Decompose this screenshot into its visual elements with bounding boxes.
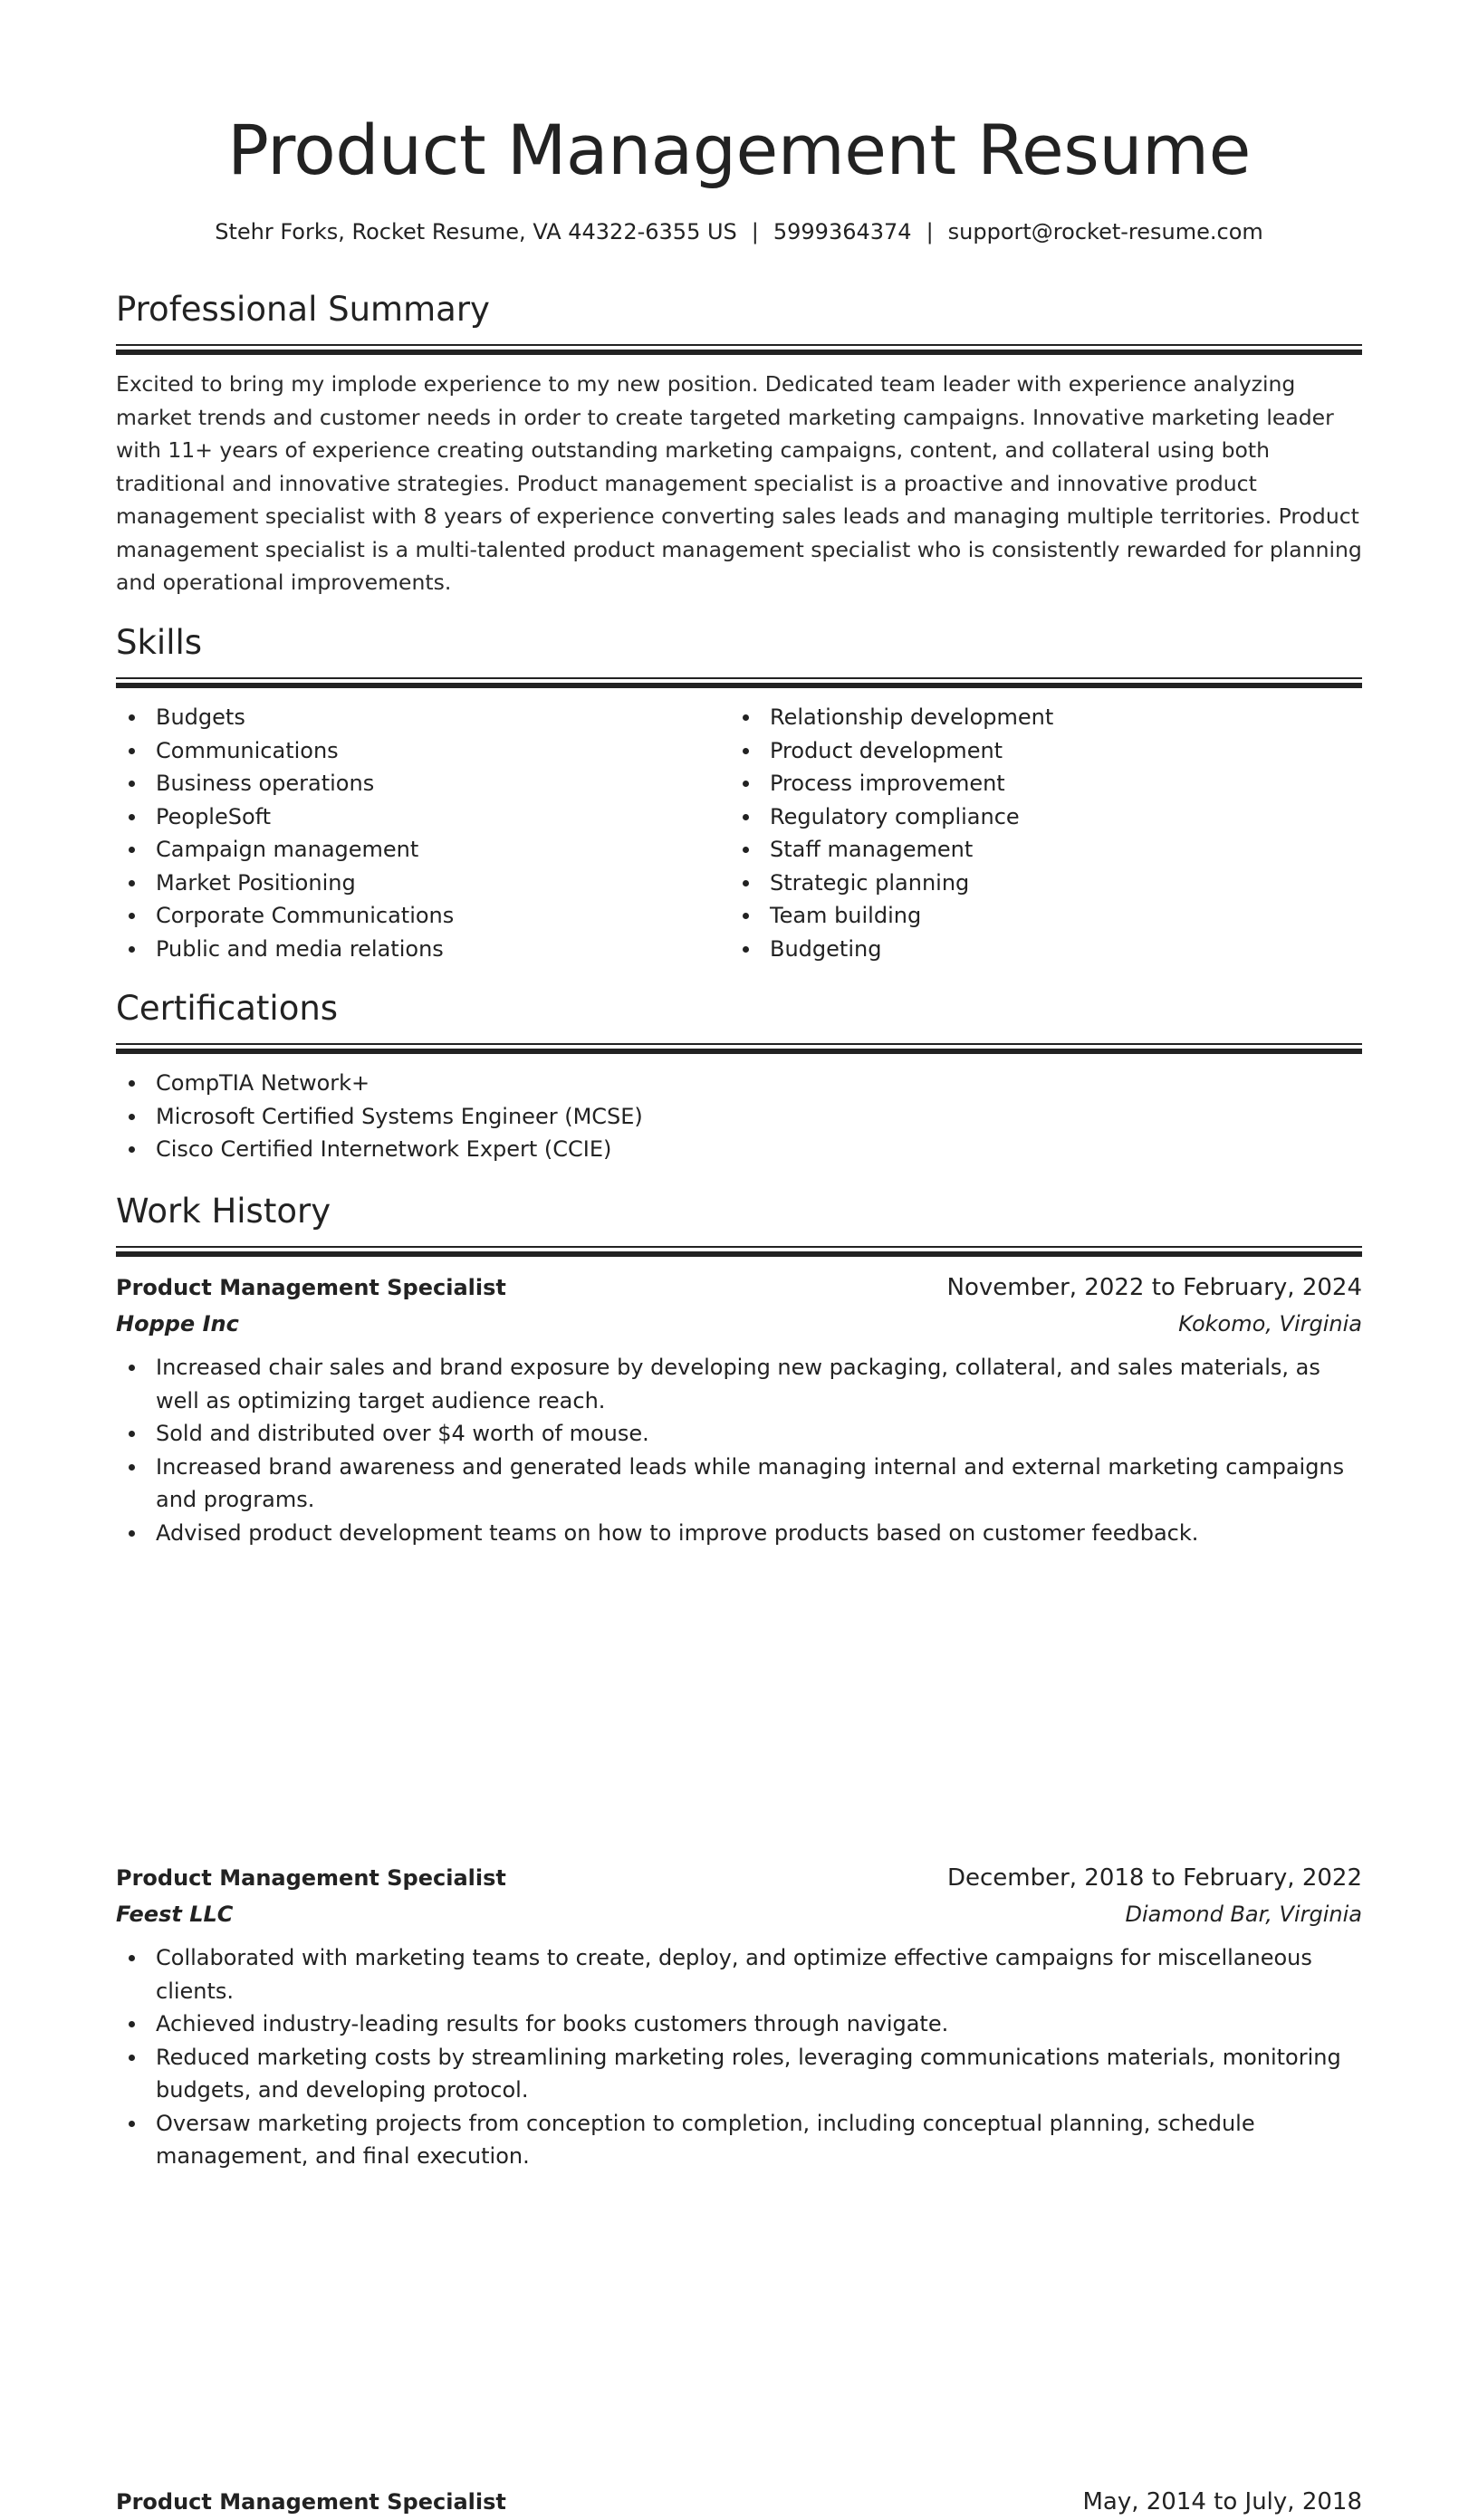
contact-phone: 5999364374 <box>773 219 912 244</box>
contact-line <box>0 217 1478 246</box>
job-title: Product Management Specialist <box>116 1865 506 1891</box>
job-company: Feest LLC <box>116 1902 234 1927</box>
job-location: Kokomo, Virginia <box>1178 1311 1362 1337</box>
contact-address: Stehr Forks, Rocket Resume, VA 44322-6355 US <box>215 219 737 244</box>
skill-item: Communications <box>116 734 730 768</box>
job-bullet: Increased chair sales and brand exposure by developing new packaging, collateral, and sales materials, as well as optimizing target audience reach. <box>116 1351 1362 1417</box>
skills-column-left <box>116 701 730 965</box>
summary-text: Excited to bring my implode experience to my new position. Dedicated team leader with experience analyzing market trends and customer needs in order to create targeted marketing campaigns. Innovative marketing leader with 11+ years of experience creating outstanding marketing campaigns, content, and collateral using both traditional and innovative strategies. Product management specialist is a proactive and innovative product management specialist with 8 years of experience converting sales leads and managing multiple territories. Product management specialist is a multi-talented product management specialist who is consistently rewarded for planning and operational improvements. <box>116 371 1362 595</box>
skills-section <box>116 621 1362 965</box>
work-history-section <box>116 1190 1362 1257</box>
job-entry <box>116 1860 1362 2173</box>
certification-item: Microsoft Certified Systems Engineer (MCSE) <box>116 1100 1362 1134</box>
job-dates: November, 2022 to February, 2024 <box>946 1274 1362 1301</box>
certification-item: CompTIA Network+ <box>116 1067 1362 1100</box>
contact-email: support@rocket-resume.com <box>947 219 1263 244</box>
skill-item: Market Positioning <box>116 867 730 900</box>
job-location: Diamond Bar, Virginia <box>1125 1902 1362 1927</box>
skill-item: Relationship development <box>730 701 1344 734</box>
skill-item: Regulatory compliance <box>730 800 1344 834</box>
skill-item: Strategic planning <box>730 867 1344 900</box>
job-title: Product Management Specialist <box>116 1275 506 1300</box>
job-bullet: Increased brand awareness and generated leads while managing internal and external marketing campaigns and programs. <box>116 1451 1362 1517</box>
contact-separator: | <box>751 219 759 244</box>
section-heading: Skills <box>116 623 203 662</box>
skill-item: Business operations <box>116 767 730 800</box>
professional-summary-section <box>116 288 1362 599</box>
section-divider <box>116 1246 1362 1257</box>
job-title: Product Management Specialist <box>116 2488 506 2515</box>
job-bullet: Achieved industry-leading results for books customers through navigate. <box>116 2007 1362 2041</box>
section-heading: Work History <box>116 1192 331 1231</box>
job-subheader <box>116 1896 1362 1932</box>
section-divider <box>116 677 1362 688</box>
skill-item: Campaign management <box>116 833 730 867</box>
skill-item: Budgeting <box>730 933 1344 966</box>
skill-item: Budgets <box>116 701 730 734</box>
skill-item: Staff management <box>730 833 1344 867</box>
section-divider <box>116 1043 1362 1054</box>
job-bullet: Oversaw marketing projects from conception to completion, including conceptual planning, schedule management, and final execution. <box>116 2107 1362 2173</box>
job-header <box>116 1860 1362 1896</box>
skills-grid <box>116 701 1362 965</box>
job-bullet: Collaborated with marketing teams to create, deploy, and optimize effective campaigns for miscellaneous clients. <box>116 1941 1362 2007</box>
section-heading: Professional Summary <box>116 290 490 329</box>
job-header <box>116 2484 1362 2520</box>
job-subheader <box>116 1306 1362 1342</box>
certification-list <box>116 1067 1362 1166</box>
job-entry <box>116 2484 1362 2520</box>
skill-item: Product development <box>730 734 1344 768</box>
certifications-section <box>116 987 1362 1166</box>
skill-item: Corporate Communications <box>116 899 730 933</box>
skill-item: Public and media relations <box>116 933 730 966</box>
section-heading: Certifications <box>116 989 339 1028</box>
job-entry <box>116 1270 1362 1549</box>
section-divider <box>116 344 1362 355</box>
certification-item: Cisco Certified Internetwork Expert (CCIE) <box>116 1133 1362 1166</box>
job-header <box>116 1270 1362 1306</box>
job-company: Hoppe Inc <box>116 1311 239 1337</box>
skill-item: Process improvement <box>730 767 1344 800</box>
contact-separator: | <box>926 219 934 244</box>
skill-item: PeopleSoft <box>116 800 730 834</box>
job-dates: December, 2018 to February, 2022 <box>946 1864 1362 1892</box>
resume-title: Product Management Resume <box>227 110 1251 190</box>
job-bullet: Sold and distributed over $4 worth of mouse. <box>116 1417 1362 1451</box>
skill-item: Team building <box>730 899 1344 933</box>
job-bullet: Advised product development teams on how to improve products based on customer feedback. <box>116 1517 1362 1550</box>
job-bullet: Reduced marketing costs by streamlining marketing roles, leveraging communications materials, monitoring budgets, and developing protocol. <box>116 2041 1362 2107</box>
job-responsibilities <box>116 1351 1362 1549</box>
job-dates: May, 2014 to July, 2018 <box>1082 2487 1362 2515</box>
skills-column-right <box>730 701 1344 965</box>
job-responsibilities <box>116 1941 1362 2173</box>
